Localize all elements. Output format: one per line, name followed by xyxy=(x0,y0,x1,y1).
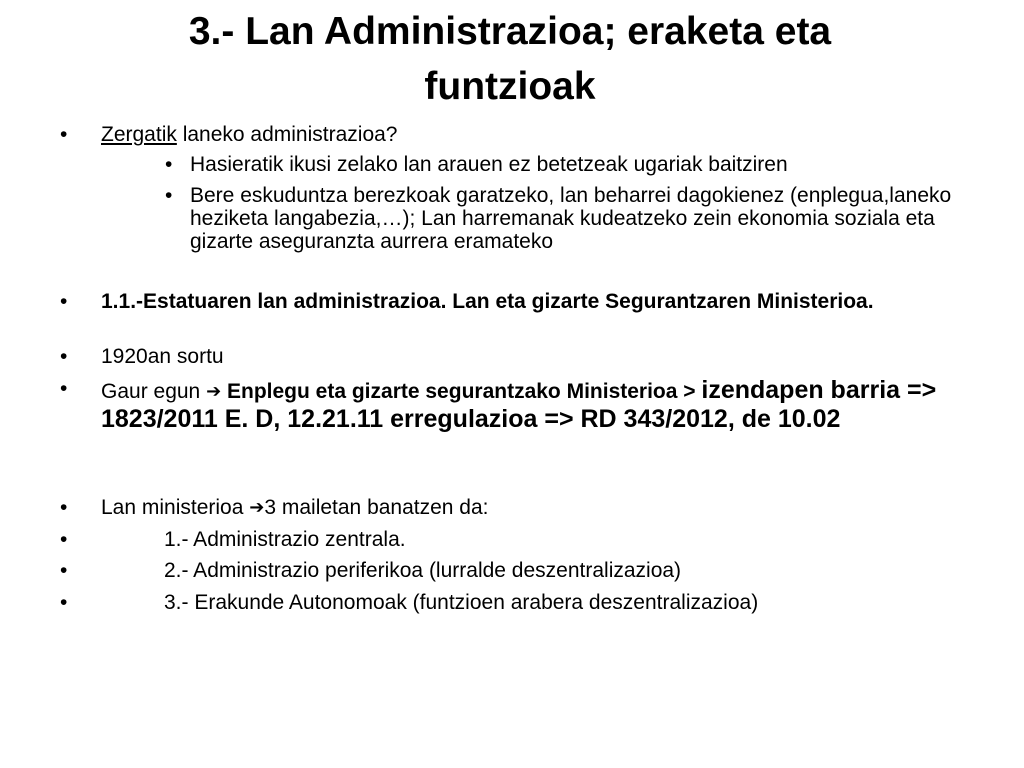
bullet-dot: • xyxy=(60,528,68,551)
sub-bullet-dot: • xyxy=(165,153,173,176)
underlined-word: Zergatik xyxy=(101,123,177,146)
title-line-2: funtzioak xyxy=(424,65,596,108)
ministry-name: Enplegu eta gizarte segurantzako Ministerioa > xyxy=(221,380,702,403)
arrow-icon: ➔ xyxy=(249,497,265,518)
title-line-1: 3.- Lan Administrazioa; eraketa eta xyxy=(188,10,832,53)
bullet-autonomous-bodies: 3.- Erakunde Autonomoak (funtzioen arabera deszentralizazioa) xyxy=(164,591,759,614)
bullet-text: laneko administrazioa? xyxy=(176,123,398,146)
sub-bullet-competences: Bere eskuduntza berezkoak garatzeko, lan beharrei dagokienez (enplegua,laneko heziketa langabezia,…); Lan harremanak kudeatzeko zein ekonomia soziala eta gizarte aseguranzta aurrera eramateko xyxy=(190,184,952,253)
bullet-current-ministry xyxy=(101,377,981,434)
regulation-reference: izendapen barria => 1823/2011 E. D, 12.21.11 erregulazioa => RD 343/2012, de 10.02 xyxy=(101,376,937,433)
bullet-dot: • xyxy=(60,345,68,368)
slide-title xyxy=(60,4,960,114)
sub-bullet-labor-laws: Hasieratik ikusi zelako lan arauen ez betetzeak ugariak baitziren xyxy=(190,153,788,176)
bullet-text: Lan ministerioa xyxy=(101,496,250,519)
bullet-dot: • xyxy=(60,591,68,614)
bullet-text-rest: 3 mailetan banatzen da: xyxy=(264,496,489,519)
bullet-text: Gaur egun xyxy=(101,380,207,403)
bullet-dot: • xyxy=(60,559,68,582)
bullet-central-admin: 1.- Administrazio zentrala. xyxy=(164,528,406,551)
arrow-icon: ➔ xyxy=(206,381,222,402)
bullet-state-administration: 1.1.-Estatuaren lan administrazioa. Lan eta gizarte Segurantzaren Ministerioa. xyxy=(101,290,874,313)
bullet-created-1920: 1920an sortu xyxy=(101,345,224,368)
sub-bullet-dot: • xyxy=(165,184,173,207)
bullet-dot: • xyxy=(60,496,68,519)
bullet-dot: • xyxy=(60,290,68,313)
bullet-peripheral-admin: 2.- Administrazio periferikoa (lurralde deszentralizazioa) xyxy=(164,559,682,582)
bullet-why-administration xyxy=(101,123,981,146)
bullet-three-levels xyxy=(101,496,981,520)
bullet-dot: • xyxy=(60,123,68,146)
bullet-dot: • xyxy=(60,377,68,400)
